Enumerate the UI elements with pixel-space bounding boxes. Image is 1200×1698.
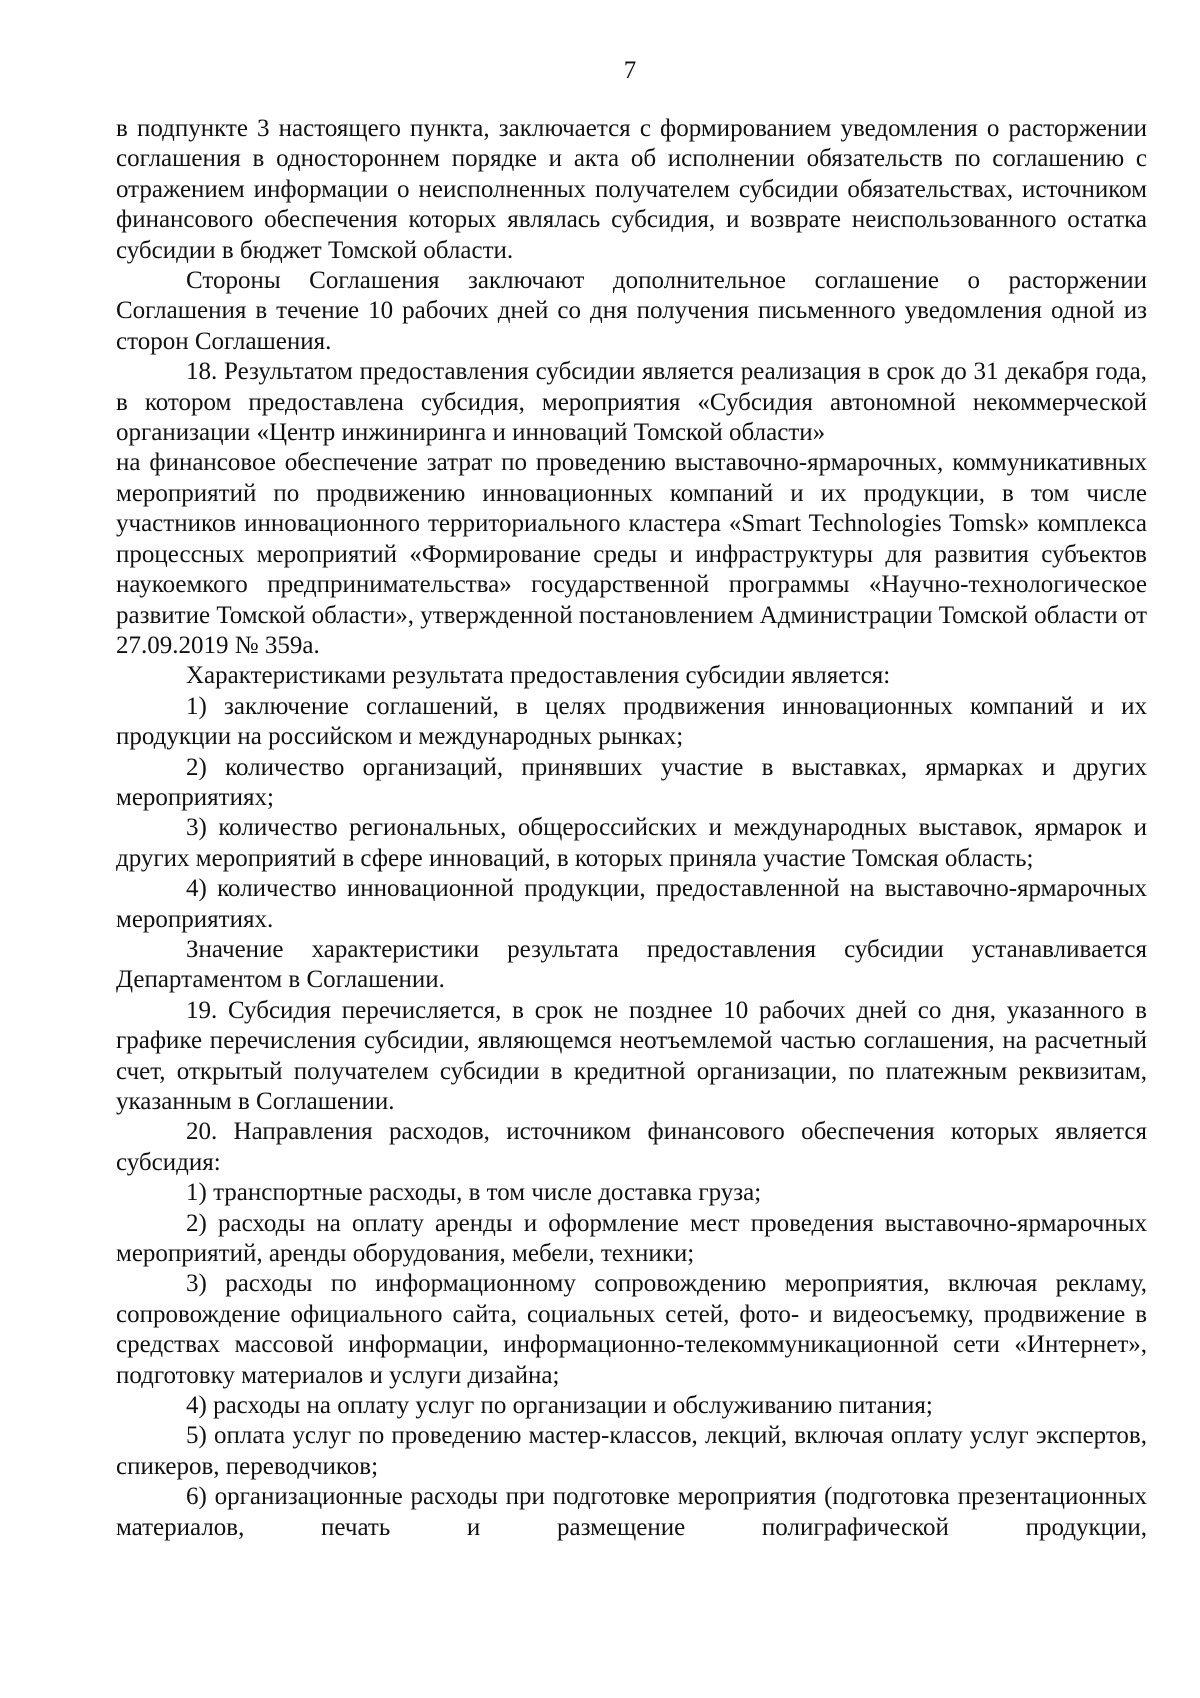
list-item-expense-5: 5) оплата услуг по проведению мастер-классов, лекций, включая оплату услуг экспертов, спикеров, переводчиков;	[116, 1422, 1147, 1480]
document-body	[116, 114, 1147, 1543]
paragraph-continuation: в подпункте 3 настоящего пункта, заключается с формированием уведомления о расторжении соглашения в одностороннем порядке и акта об исполнении обязательств по соглашению с отражением информации о неисполненных получателем субсидии обязательствах, источником финансового обеспечения которых являлась субсидия, и возврате неиспользованного остатка субсидии в бюджет Томской области.	[116, 115, 1147, 264]
paragraph-characteristic-value: Значение характеристики результата предоставления субсидии устанавливается Департаментом в Соглашении.	[116, 935, 1147, 994]
list-item-expense-3: 3) расходы по информационному сопровождению мероприятия, включая рекламу, сопровождение официального сайта, социальных сетей, фото- и видеосъемку, продвижение в средствах массовой информации, информационно-телекоммуникационной сети «Интернет», подготовку материалов и услуги дизайна;	[116, 1270, 1147, 1389]
paragraph-item-18: 18. Результатом предоставления субсидии является реализация в срок до 31 декабря года, в котором предоставлена субсидия, мероприятия «Субсидия автономной некоммерческой организации «Центр инжиниринга и инноваций Томской области»	[116, 358, 1147, 447]
list-item-characteristic-3: 3) количество региональных, общероссийских и международных выставок, ярмарок и других мероприятий в сфере инноваций, в которых приняла участие Томская область;	[116, 814, 1147, 872]
list-item-expense-2: 2) расходы на оплату аренды и оформление мест проведения выставочно-ярмарочных мероприятий, аренды оборудования, мебели, техники;	[116, 1209, 1147, 1268]
list-item-characteristic-1: 1) заключение соглашений, в целях продвижения инновационных компаний и их продукции на российском и международных рынках;	[116, 692, 1147, 751]
list-item-expense-1: 1) транспортные расходы, в том числе доставка груза;	[186, 1179, 762, 1207]
paragraph-result-characteristics: Характеристиками результата предоставления субсидии является:	[186, 662, 891, 690]
paragraph-item-18-continued: на финансовое обеспечение затрат по проведению выставочно-ярмарочных, коммуникативных мероприятий по продвижению инновационных компаний и их продукции, в том числе участников инновационного территориального кластера «Smart Technologies Tomsk» комплекса процессных мероприятий «Формирование среды и инфраструктуры для развития субъектов наукоемкого предпринимательства» государственной программы «Научно-технологическое развитие Томской области», утвержденной постановлением Администрации Томской области от 27.09.2019 № 359а.	[116, 449, 1147, 659]
list-item-characteristic-2: 2) количество организаций, принявших участие в выставках, ярмарках и других мероприятиях;	[116, 753, 1147, 811]
page-number: 7	[623, 57, 637, 84]
list-item-characteristic-4: 4) количество инновационной продукции, предоставленной на выставочно-ярмарочных мероприятиях.	[116, 875, 1147, 933]
paragraph-item-20: 20. Направления расходов, источником финансового обеспечения которых является субсидия:	[116, 1118, 1147, 1176]
paragraph-item-19: 19. Субсидия перечисляется, в срок не позднее 10 рабочих дней со дня, указанного в графике перечисления субсидии, являющемся неотъемлемой частью соглашения, на расчетный счет, открытый получателем субсидии в кредитной организации, по платежным реквизитам, указанным в Соглашении.	[116, 996, 1147, 1115]
list-item-expense-6: 6) организационные расходы при подготовке мероприятия (подготовка презентационных материалов, печать и размещение полиграфической продукции,	[116, 1483, 1147, 1541]
paragraph-termination-agreement: Стороны Соглашения заключают дополнительное соглашение о расторжении Соглашения в течение 10 рабочих дней со дня получения письменного уведомления одной из сторон Соглашения.	[116, 267, 1147, 355]
list-item-expense-4: 4) расходы на оплату услуг по организации и обслуживанию питания;	[186, 1392, 933, 1420]
